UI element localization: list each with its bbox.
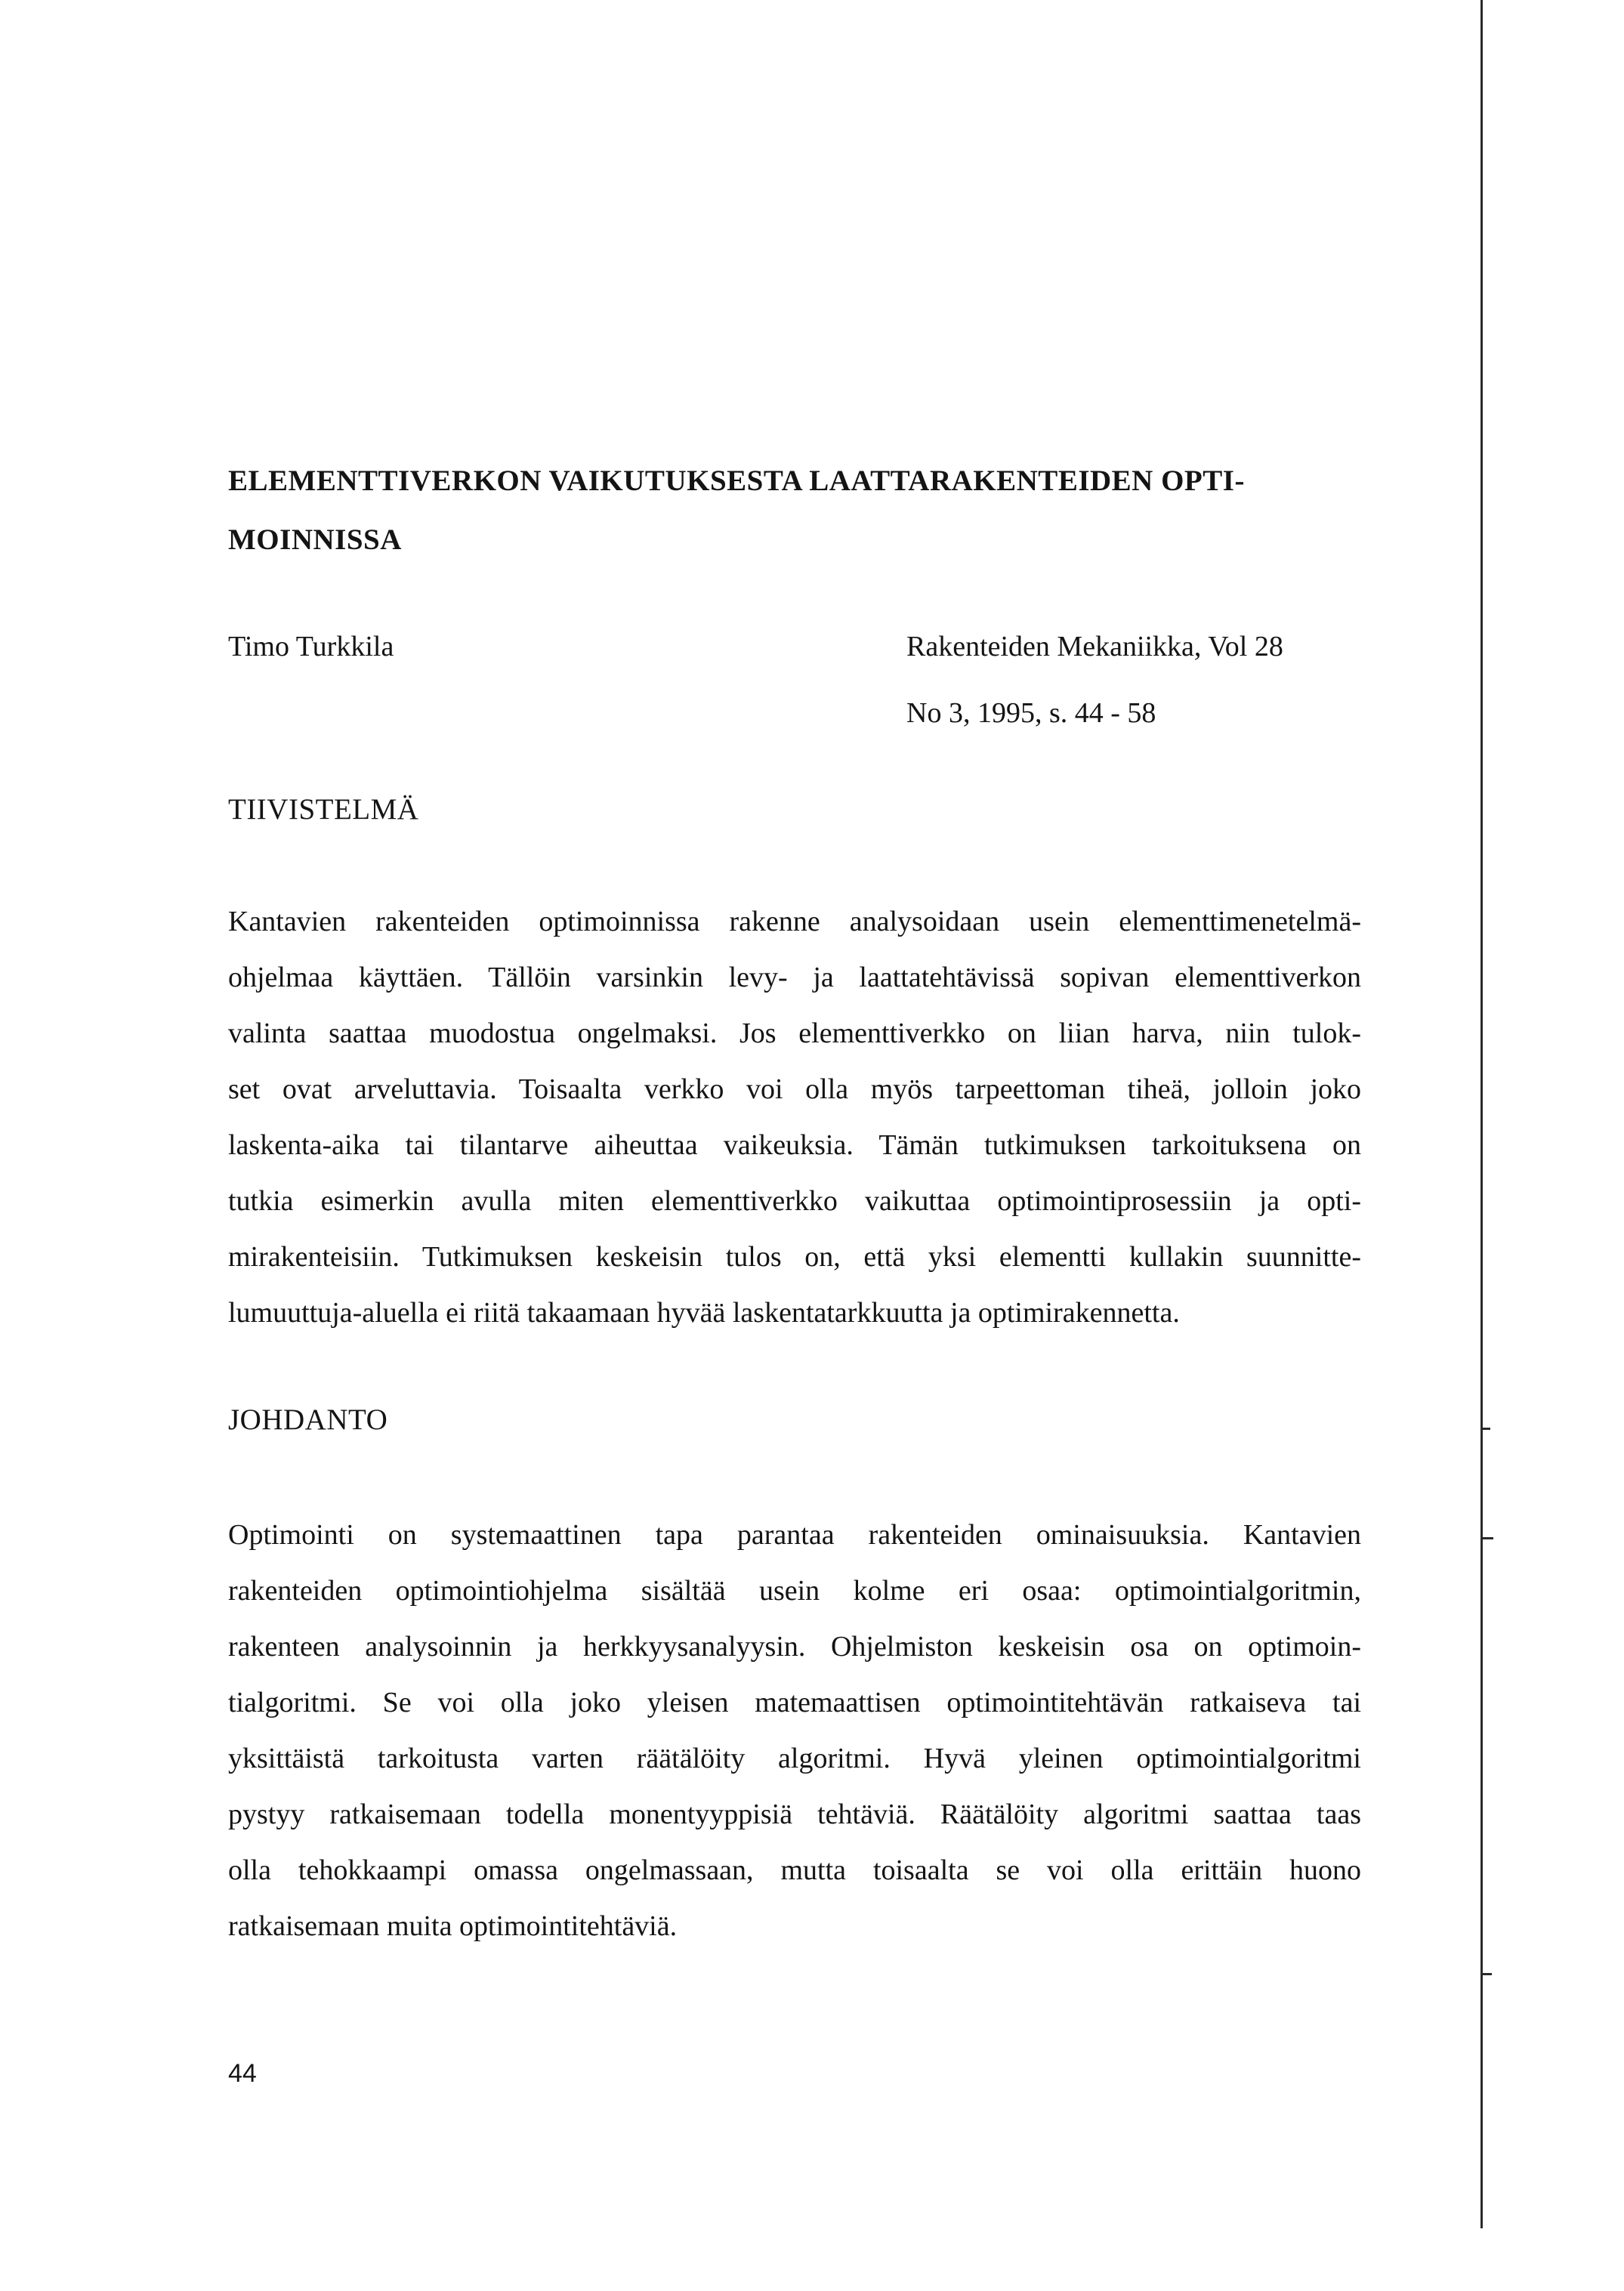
abstract-paragraph	[228, 894, 1361, 1341]
intro-paragraph	[228, 1507, 1361, 1954]
page-number: 44	[228, 2059, 257, 2088]
article-title	[228, 452, 1361, 570]
text-line: tutkia esimerkin avulla miten elementtiverkko vaikuttaa optimointiprosessiin ja opti-	[228, 1185, 1361, 1217]
title-line: ELEMENTTIVERKON VAIKUTUKSESTA LAATTARAKENTEIDEN OPTI-	[228, 465, 1245, 497]
page-edge-mark	[1483, 1973, 1492, 1975]
text-line: Optimointi on systemaattinen tapa parantaa rakenteiden ominaisuuksia. Kantavien	[228, 1519, 1361, 1551]
text-line: yksittäistä tarkoitusta varten räätälöity algoritmi. Hyvä yleinen optimointialgoritmi	[228, 1743, 1361, 1774]
journal-line: Rakenteiden Mekaniikka, Vol 28	[906, 631, 1283, 662]
text-line: laskenta-aika tai tilantarve aiheuttaa vaikeuksia. Tämän tutkimuksen tarkoituksena on	[228, 1129, 1361, 1161]
text-line: set ovat arveluttavia. Toisaalta verkko voi olla myös tarpeettoman tiheä, jolloin joko	[228, 1073, 1361, 1105]
page-edge-mark	[1483, 1428, 1490, 1430]
text-line: ratkaisemaan muita optimointitehtäviä.	[228, 1910, 678, 1942]
text-line: tialgoritmi. Se voi olla joko yleisen matemaattisen optimointitehtävän ratkaiseva tai	[228, 1687, 1361, 1718]
intro-heading: JOHDANTO	[228, 1403, 388, 1436]
page-edge-line	[1480, 0, 1483, 2228]
text-line: Kantavien rakenteiden optimoinnissa rakenne analysoidaan usein elementtimenetelmä-	[228, 906, 1361, 937]
author-name: Timo Turkkila	[228, 631, 394, 662]
text-line: rakenteen analysoinnin ja herkkyysanalyysin. Ohjelmiston keskeisin osa on optimoin-	[228, 1631, 1361, 1663]
abstract-heading: TIIVISTELMÄ	[228, 793, 419, 826]
text-line: olla tehokkaampi omassa ongelmassaan, mutta toisaalta se voi olla erittäin huono	[228, 1854, 1361, 1886]
text-line: valinta saattaa muodostua ongelmaksi. Jos elementtiverkko on liian harva, niin tulok-	[228, 1017, 1361, 1049]
text-line: ohjelmaa käyttäen. Tällöin varsinkin levy- ja laattatehtävissä sopivan elementtiverkon	[228, 962, 1361, 993]
page-edge-mark	[1483, 1537, 1493, 1539]
journal-reference	[906, 627, 1283, 760]
title-line: MOINNISSA	[228, 523, 402, 556]
text-line: lumuuttuja-aluella ei riitä takaamaan hyvää laskentatarkkuutta ja optimirakennetta.	[228, 1297, 1180, 1329]
text-line: pystyy ratkaisemaan todella monentyyppisiä tehtäviä. Räätälöity algoritmi saattaa taas	[228, 1799, 1361, 1830]
text-line: mirakenteisiin. Tutkimuksen keskeisin tulos on, että yksi elementti kullakin suunnitte-	[228, 1241, 1361, 1273]
text-line: rakenteiden optimointiohjelma sisältää usein kolme eri osaa: optimointialgoritmin,	[228, 1575, 1361, 1607]
issue-line: No 3, 1995, s. 44 - 58	[906, 697, 1156, 729]
